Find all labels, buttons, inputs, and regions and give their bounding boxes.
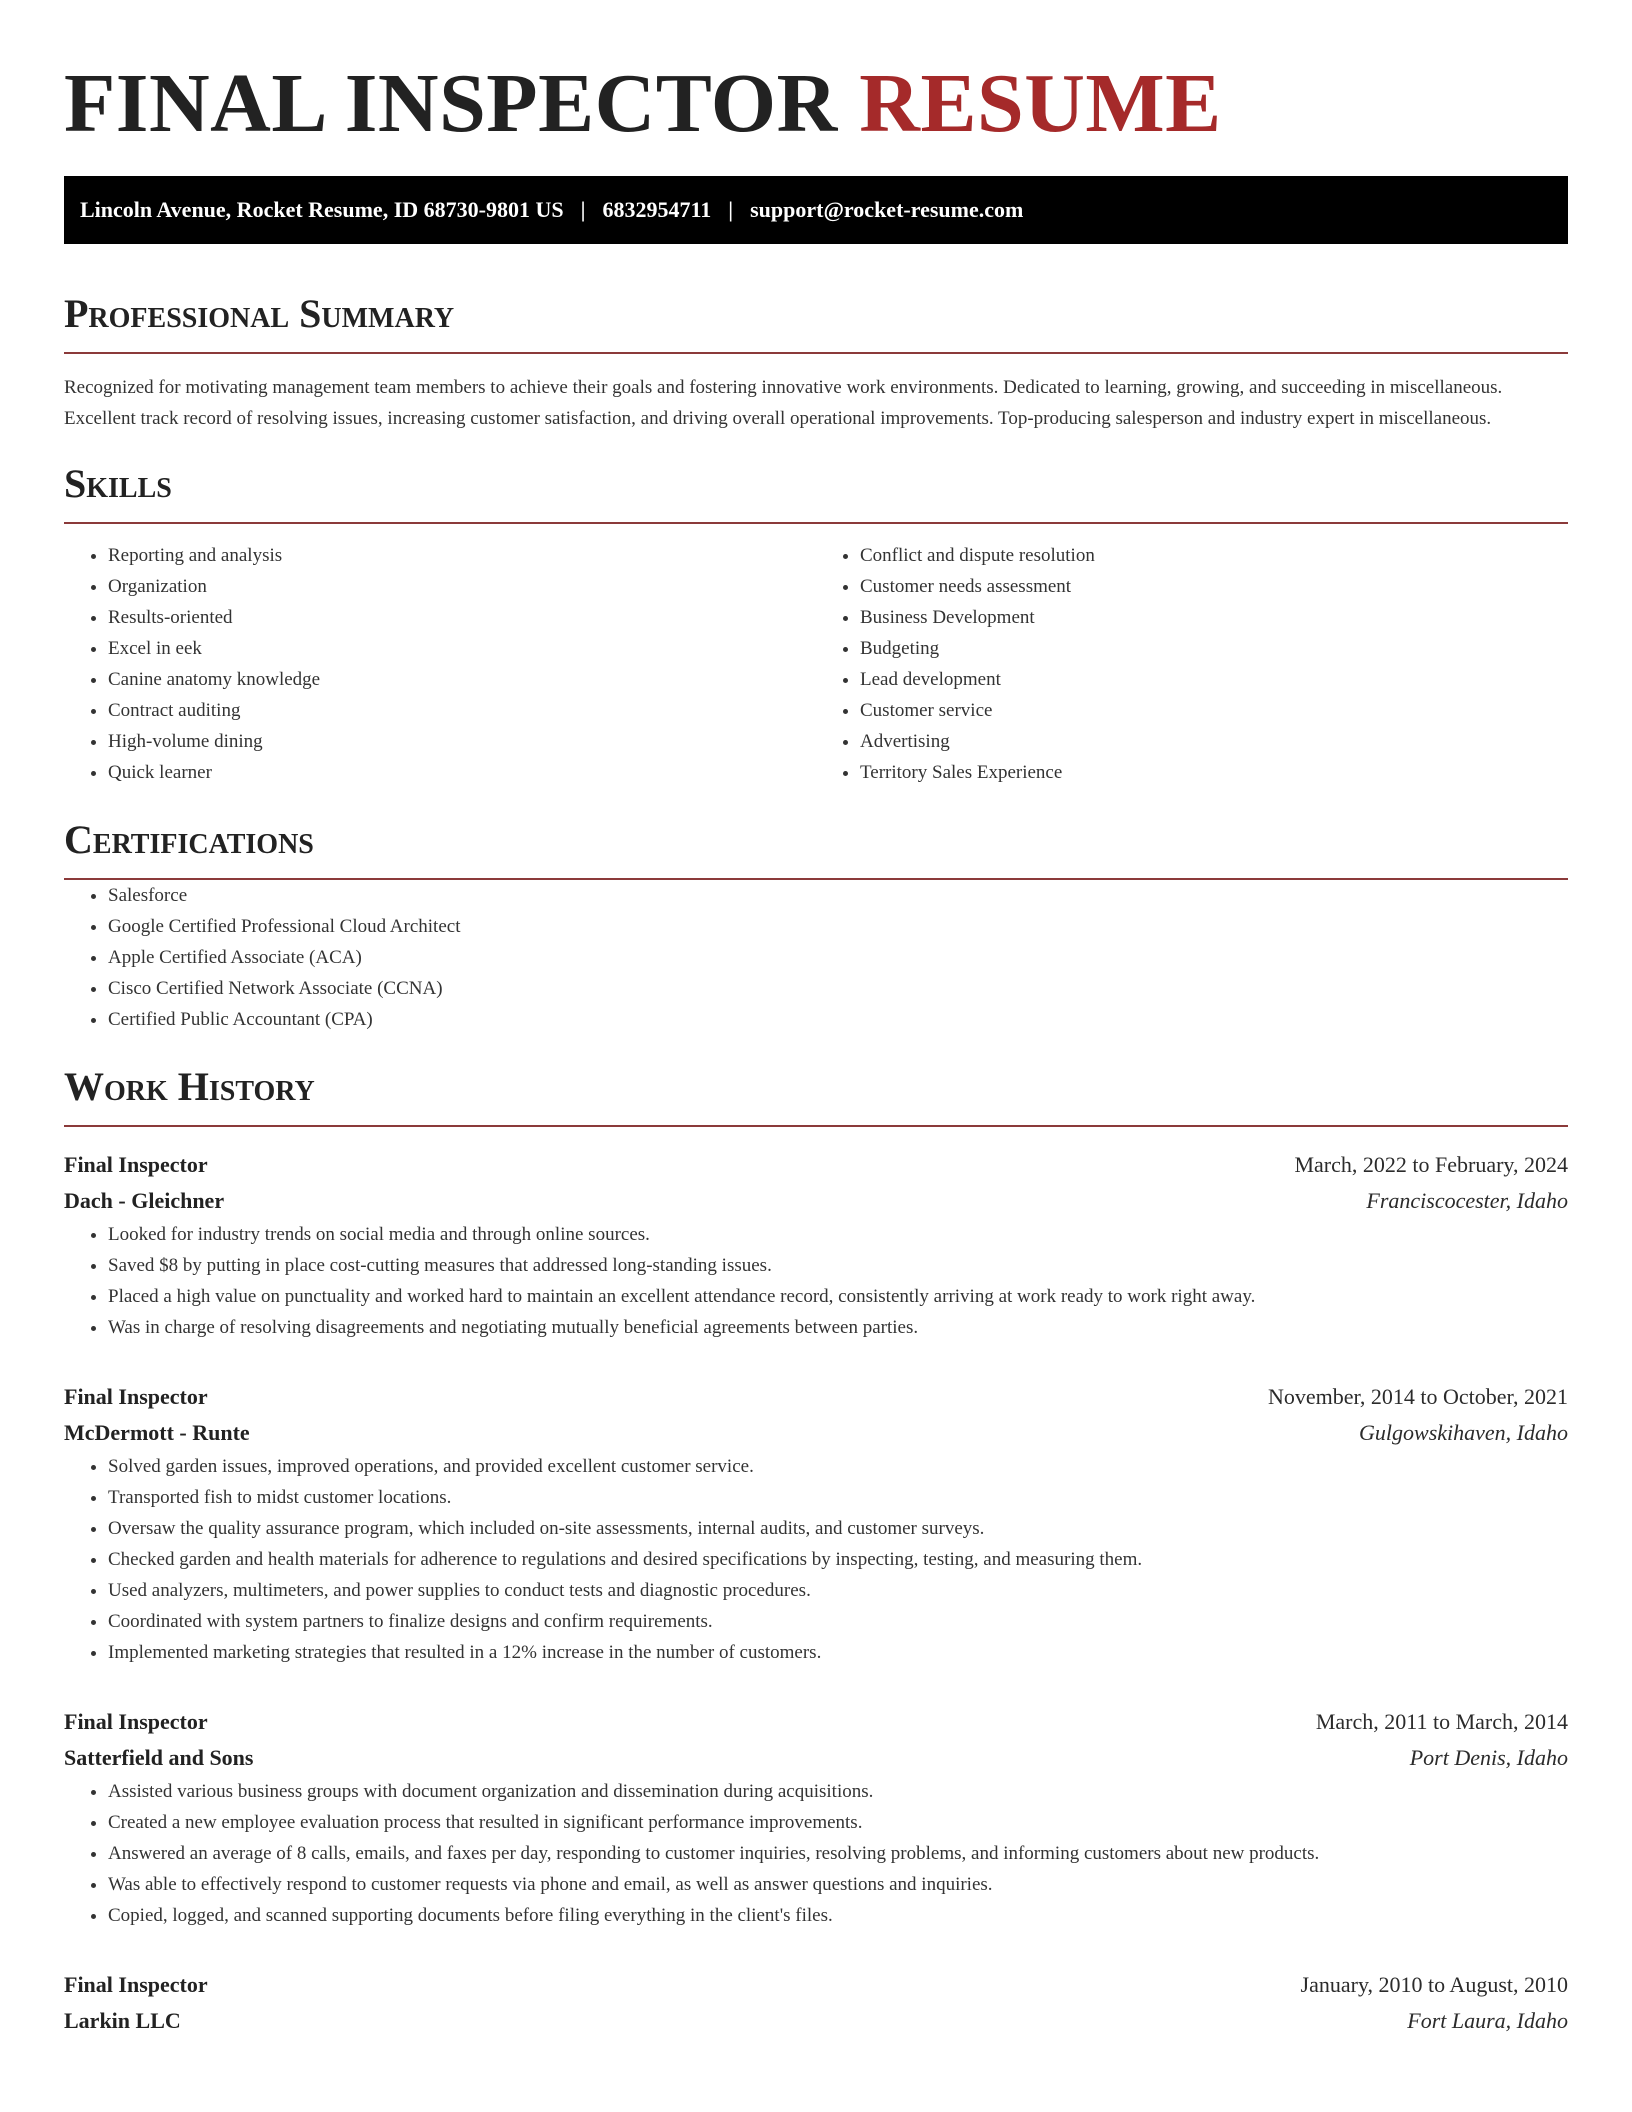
title-main: FINAL INSPECTOR	[64, 57, 838, 150]
job-bullet: • Implemented marketing strategies that resulted in a 12% increase in the number of customers.	[108, 1637, 1568, 1668]
job-bullet: • Used analyzers, multimeters, and power supplies to conduct tests and diagnostic procedures.	[108, 1575, 1568, 1606]
contact-phone: 6832954711	[602, 197, 712, 222]
skills-grid	[64, 540, 1568, 788]
job-bullet: • Transported fish to midst customer locations.	[108, 1482, 1568, 1513]
skill-item: • Quick learner	[108, 757, 816, 788]
job-dates: January, 2010 to August, 2010	[1300, 1972, 1568, 1997]
job-bullet: • Solved garden issues, improved operations, and provided excellent customer service.	[108, 1451, 1568, 1482]
job-bullets	[64, 1219, 1568, 1343]
contact-bar	[64, 176, 1568, 244]
job-bullet: • Checked garden and health materials for adherence to regulations and desired specifications by inspecting, testing, and measuring them.	[108, 1544, 1568, 1575]
job-bullet: • Was in charge of resolving disagreements and negotiating mutually beneficial agreements between parties.	[108, 1312, 1568, 1343]
section-heading: Professional Summary	[64, 290, 1568, 354]
job-entry	[64, 1147, 1568, 1343]
certification-item: • Salesforce	[108, 880, 1568, 911]
skill-item: • Reporting and analysis	[108, 540, 816, 571]
section-heading: Certifications	[64, 816, 1568, 880]
job-entry	[64, 1704, 1568, 1931]
contact-email: support@rocket-resume.com	[750, 197, 1024, 222]
job-company: McDermott - Runte	[64, 1420, 250, 1445]
skill-item: • Advertising	[860, 726, 1568, 757]
skills-list-right	[816, 540, 1568, 788]
skill-item: • Lead development	[860, 664, 1568, 695]
job-dates: March, 2011 to March, 2014	[1315, 1709, 1568, 1734]
resume-title	[64, 56, 1568, 152]
job-bullet: • Placed a high value on punctuality and worked hard to maintain an excellent attendance record, consistently arriving at work ready to work right away.	[108, 1281, 1568, 1312]
skill-item: • Customer service	[860, 695, 1568, 726]
skill-item: • Business Development	[860, 602, 1568, 633]
professional-summary-section	[64, 290, 1568, 434]
skills-list-left	[64, 540, 816, 788]
skill-item: • Budgeting	[860, 633, 1568, 664]
job-location: Port Denis, Idaho	[1409, 1745, 1568, 1770]
certifications-section	[64, 816, 1568, 1035]
job-bullet: • Saved $8 by putting in place cost-cutting measures that addressed long-standing issues.	[108, 1250, 1568, 1281]
job-location: Fort Laura, Idaho	[1407, 2008, 1568, 2033]
resume-page	[64, 0, 1568, 2039]
jobs-list	[64, 1147, 1568, 2039]
job-bullet: • Copied, logged, and scanned supporting documents before filing everything in the client's files.	[108, 1900, 1568, 1931]
skill-item: • Customer needs assessment	[860, 571, 1568, 602]
job-bullets	[64, 1451, 1568, 1668]
job-bullets	[64, 1776, 1568, 1931]
job-bullet: • Coordinated with system partners to finalize designs and confirm requirements.	[108, 1606, 1568, 1637]
skill-item: • Contract auditing	[108, 695, 816, 726]
skill-item: • Territory Sales Experience	[860, 757, 1568, 788]
job-company: Larkin LLC	[64, 2008, 181, 2033]
job-bullet: • Was able to effectively respond to customer requests via phone and email, as well as answer questions and inquiries.	[108, 1869, 1568, 1900]
contact-separator: |	[728, 197, 734, 222]
job-title: Final Inspector	[64, 1384, 208, 1409]
job-dates: November, 2014 to October, 2021	[1267, 1384, 1568, 1409]
section-heading: Work History	[64, 1063, 1568, 1127]
job-company: Dach - Gleichner	[64, 1188, 225, 1213]
job-bullet: • Answered an average of 8 calls, emails, and faxes per day, responding to customer inquiries, resolving problems, and informing customers about new products.	[108, 1838, 1568, 1869]
certification-item: • Apple Certified Associate (ACA)	[108, 942, 1568, 973]
certification-item: • Google Certified Professional Cloud Architect	[108, 911, 1568, 942]
job-title: Final Inspector	[64, 1709, 208, 1734]
job-entry	[64, 1379, 1568, 1668]
certification-item: • Certified Public Accountant (CPA)	[108, 1004, 1568, 1035]
job-dates: March, 2022 to February, 2024	[1294, 1152, 1568, 1177]
contact-separator: |	[580, 197, 586, 222]
job-bullet: • Created a new employee evaluation process that resulted in significant performance improvements.	[108, 1807, 1568, 1838]
job-bullet: • Looked for industry trends on social media and through online sources.	[108, 1219, 1568, 1250]
job-location: Gulgowskihaven, Idaho	[1359, 1420, 1568, 1445]
job-bullet: • Assisted various business groups with document organization and dissemination during acquisitions.	[108, 1776, 1568, 1807]
skill-item: • Conflict and dispute resolution	[860, 540, 1568, 571]
section-heading: Skills	[64, 460, 1568, 524]
skills-section	[64, 460, 1568, 788]
title-accent: RESUME	[859, 57, 1222, 150]
certification-item: • Cisco Certified Network Associate (CCNA)	[108, 973, 1568, 1004]
job-entry	[64, 1967, 1568, 2039]
job-title: Final Inspector	[64, 1972, 208, 1997]
certifications-list	[64, 880, 1568, 1035]
skill-item: • Excel in eek	[108, 633, 816, 664]
contact-address: Lincoln Avenue, Rocket Resume, ID 68730-9801 US	[80, 197, 564, 222]
job-title: Final Inspector	[64, 1152, 208, 1177]
job-location: Franciscocester, Idaho	[1366, 1188, 1568, 1213]
skill-item: • Results-oriented	[108, 602, 816, 633]
skill-item: • Organization	[108, 571, 816, 602]
summary-text: Recognized for motivating management team members to achieve their goals and fostering innovative work environments. Dedicated to learning, growing, and succeeding in miscellaneous. Excellent track record of resolving issues, increasing customer satisfaction, and driving overall operational improvements. Top-producing salesperson and industry expert in miscellaneous.	[64, 377, 1503, 429]
skill-item: • High-volume dining	[108, 726, 816, 757]
work-history-section	[64, 1063, 1568, 2039]
job-company: Satterfield and Sons	[64, 1745, 254, 1770]
skill-item: • Canine anatomy knowledge	[108, 664, 816, 695]
job-bullet: • Oversaw the quality assurance program, which included on-site assessments, internal audits, and customer surveys.	[108, 1513, 1568, 1544]
